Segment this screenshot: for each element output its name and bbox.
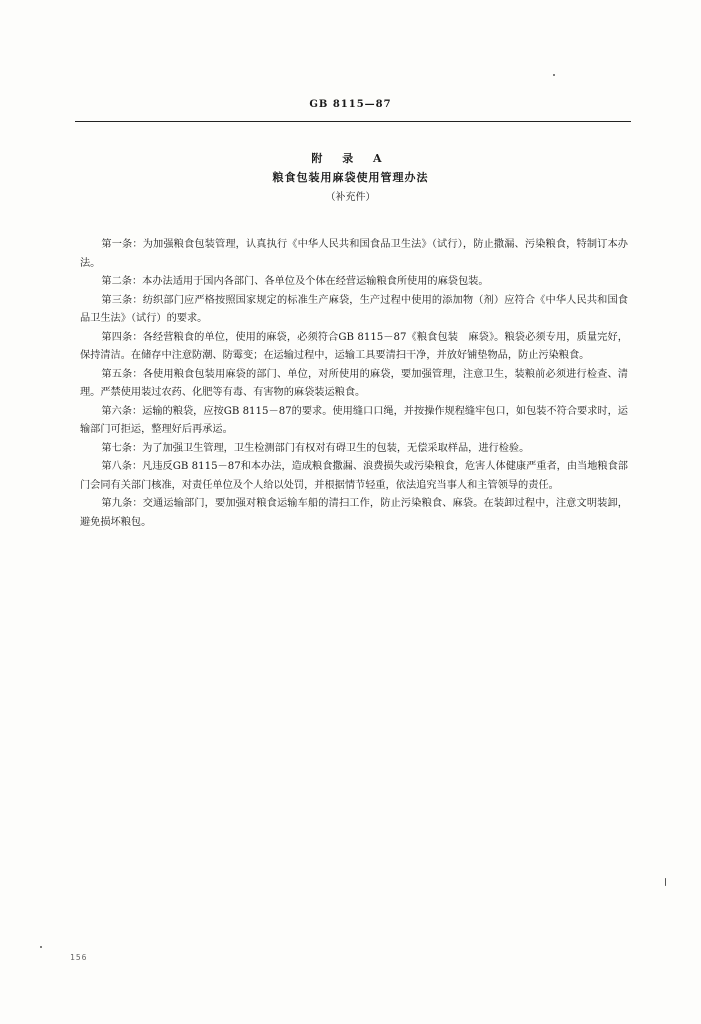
article-8: 第八条：凡违反GB 8115－87和本办法，造成粮食撒漏、浪费损失或污染粮食，危害人体健康严重者，由当地粮食部门会同有关部门核准，对责任单位及个人给以处罚，并根据情节轻重，依法追究当事人和主管领导的责任。 [80, 461, 628, 491]
article-4: 第四条：各经营粮食的单位，使用的麻袋，必须符合GB 8115－87《粮食包装 麻袋》。粮袋必须专用，质量完好，保持清洁。在储存中注意防潮、防霉变；在运输过程中，运输工具要清扫干净，并放好铺垫物品，防止污染粮食。 [80, 331, 628, 361]
article-9: 第九条：交通运输部门，要加强对粮食运输车船的清扫工作，防止污染粮食、麻袋。在装卸过程中，注意文明装卸，避免损坏粮包。 [80, 498, 628, 528]
appendix-label: 附 录 A [311, 152, 390, 165]
document-title: 粮食包装用麻袋使用管理办法 [272, 171, 429, 184]
article-3: 第三条：纺织部门应严格按照国家规定的标准生产麻袋，生产过程中使用的添加物（剂）应符合《中华人民共和国食品卫生法》（试行）的要求。 [80, 294, 628, 324]
standard-number-header: GB 8115—87 [309, 99, 392, 110]
scan-speck [553, 74, 555, 76]
article-1: 第一条：为加强粮食包装管理，认真执行《中华人民共和国食品卫生法》（试行），防止撒漏、污染粮食，特制订本办法。 [80, 239, 628, 269]
page-number: 156 [70, 953, 88, 962]
article-2: 第二条：本办法适用于国内各部门、各单位及个体在经营运输粮食所使用的麻袋包装。 [101, 276, 489, 287]
scan-speck [665, 878, 666, 886]
scan-speck [40, 946, 42, 948]
article-6: 第六条：运输的粮袋，应按GB 8115－87的要求。使用缝口口绳，并按操作规程缝牢包口，如包装不符合要求时，运输部门可拒运，整理好后再承运。 [80, 405, 628, 435]
document-body [80, 236, 628, 532]
header-rule [75, 121, 631, 122]
article-7: 第七条：为了加强卫生管理，卫生检测部门有权对有碍卫生的包装，无偿采取样品，进行检验。 [101, 442, 530, 454]
article-5: 第五条：各使用粮食包装用麻袋的部门、单位，对所使用的麻袋，要加强管理，注意卫生，装粮前必须进行检查、清理。严禁使用装过农药、化肥等有毒、有害物的麻袋装运粮食。 [80, 368, 628, 398]
document-subtitle: （补充件） [325, 192, 376, 203]
